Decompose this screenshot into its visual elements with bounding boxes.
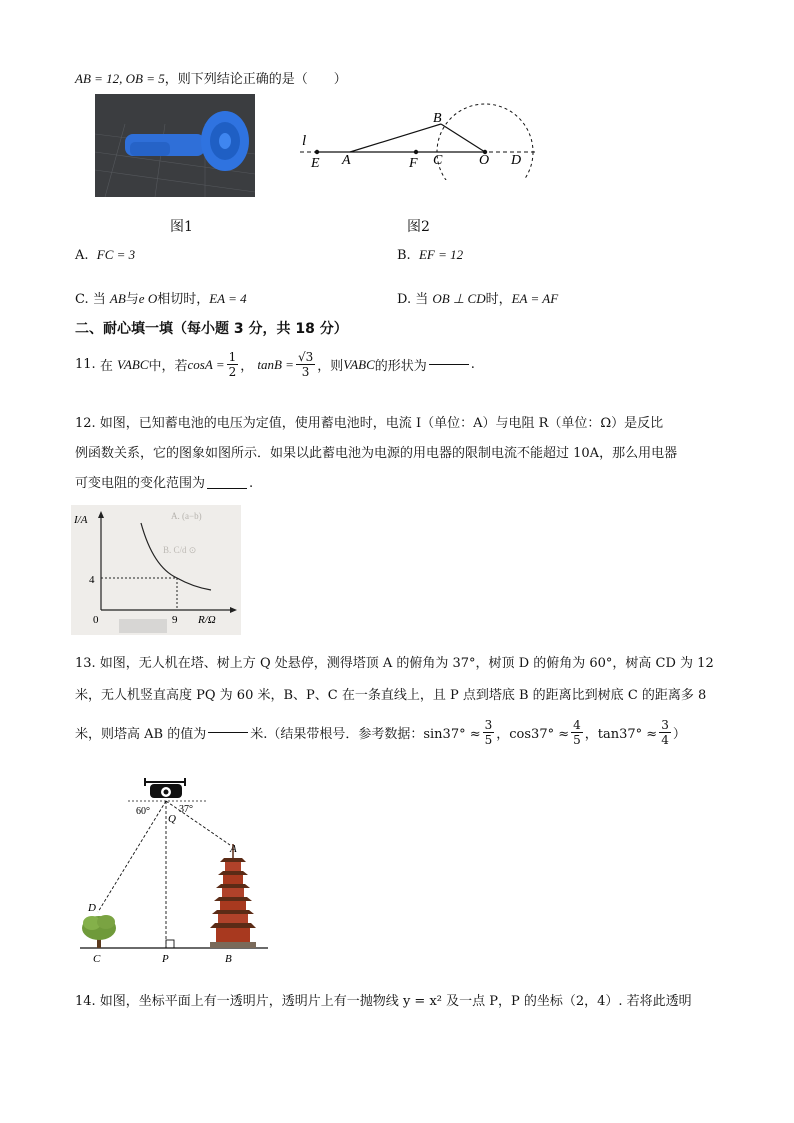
q11-cos: cosA = bbox=[187, 356, 225, 372]
q13-answer-blank[interactable] bbox=[208, 732, 248, 733]
label-B: B bbox=[433, 111, 442, 126]
q13-line3-ref: 米.（结果带根号．参考数据：sin37° ≈ bbox=[250, 727, 481, 742]
option-C-mid2: 相切时， bbox=[157, 292, 210, 307]
q13-label-P: P bbox=[162, 953, 169, 965]
q13-tan-fraction: $\frac{3}{4}$ bbox=[661, 718, 669, 747]
q12-xlabel: R/Ω bbox=[198, 614, 216, 626]
q11-tan-fraction: $\frac{√3}{3}$ bbox=[297, 350, 314, 379]
option-B-letter: B. bbox=[397, 248, 411, 263]
figure1-image bbox=[95, 94, 255, 197]
q12-bg-text2: B. C/d ⊙ bbox=[163, 545, 197, 555]
q11-triangle2: VABC bbox=[343, 356, 375, 372]
option-C-math1: AB bbox=[109, 291, 126, 306]
q12-ylabel: I/A bbox=[74, 514, 88, 526]
label-F: F bbox=[409, 156, 418, 171]
q11-tan: tanB = bbox=[257, 356, 294, 372]
option-C-letter: C. 当 bbox=[75, 292, 106, 307]
point-F bbox=[414, 150, 418, 154]
option-D-mid: 时， bbox=[485, 292, 512, 307]
option-D-math2: EA = AF bbox=[511, 291, 559, 306]
segment-BO bbox=[441, 124, 485, 152]
option-A-letter: A. bbox=[75, 248, 89, 263]
q12-answer-blank[interactable] bbox=[207, 488, 247, 489]
question-11: 11. 在 VABC 中，若 cosA = $\frac{1}{2}$ ， tanB = $\frac{√3}{3}$ ，则 VABC 的形状为 . bbox=[75, 350, 475, 379]
option-C[interactable] bbox=[75, 288, 247, 307]
label-A: A bbox=[342, 153, 351, 168]
q12-line2: 例函数关系，它的图象如图所示．如果以此蓄电池为电源的用电器的限制电流不能超过 10A，那么用电器 bbox=[75, 446, 678, 461]
label-D: D bbox=[511, 153, 522, 168]
option-B-math: EF = 12 bbox=[418, 247, 464, 262]
option-C-math3: EA = 4 bbox=[209, 291, 247, 306]
q13-line1: 13. 如图，无人机在塔、树上方 Q 处悬停，测得塔顶 A 的俯角为 37°，树顶 D 的俯角为 60°，树高 CD 为 12 bbox=[75, 656, 714, 671]
q12-line3 bbox=[75, 472, 253, 491]
q13-cos-label: ，cos37° ≈ bbox=[496, 727, 570, 742]
label-C: C bbox=[433, 153, 443, 168]
tree-icon bbox=[82, 915, 116, 948]
q13-close: ） bbox=[672, 727, 686, 742]
q14-text: 14. 如图，坐标平面上有一透明片，透明片上有一抛物线 y = x² 及一点 P，P 的坐标（2，4）. 若将此透明 bbox=[75, 994, 692, 1009]
q13-label-Q: Q bbox=[168, 813, 176, 825]
q11-text4: 的形状为 bbox=[374, 359, 427, 374]
q12-line1: 12. 如图，已知蓄电池的电压为定值，使用蓄电池时，电流 I（单位：A）与电阻 R（单位：Ω）是反比 bbox=[75, 416, 664, 431]
pagoda-icon bbox=[210, 844, 256, 948]
option-D[interactable] bbox=[397, 288, 558, 307]
intro-math: AB = 12, OB = 5 bbox=[75, 71, 165, 86]
q11-answer-blank[interactable] bbox=[429, 364, 469, 365]
intro-text: ，则下列结论正确的是（ ） bbox=[164, 72, 347, 87]
q13-sight-D bbox=[98, 801, 166, 912]
option-D-letter: D. 当 bbox=[397, 292, 429, 307]
q11-triangle: VABC bbox=[116, 356, 149, 372]
q13-cos-fraction: $\frac{4}{5}$ bbox=[573, 718, 581, 747]
q13-label-B: B bbox=[225, 953, 232, 965]
q12-bg-text1: A. (a−b) bbox=[171, 511, 202, 521]
q12-line3-end: . bbox=[249, 476, 254, 491]
q11-cos-fraction: $\frac{1}{2}$ bbox=[228, 350, 237, 379]
q11-number: 11. bbox=[75, 357, 96, 372]
q13-sin-fraction: $\frac{3}{5}$ bbox=[484, 718, 493, 747]
q13-label-D: D bbox=[88, 902, 96, 914]
label-l: l bbox=[302, 133, 307, 149]
option-B[interactable] bbox=[397, 247, 463, 263]
figure2-diagram bbox=[295, 100, 540, 180]
q13-line3 bbox=[75, 718, 686, 747]
q12-line3-text: 可变电阻的变化范围为 bbox=[75, 476, 206, 491]
q13-label-C: C bbox=[93, 953, 101, 965]
option-C-mid: 与 bbox=[125, 292, 139, 307]
q12-xtick: 9 bbox=[172, 614, 178, 626]
q13-angle37: 37° bbox=[179, 804, 193, 815]
q13-right-angle bbox=[166, 940, 174, 948]
segment-AB bbox=[350, 124, 441, 152]
q13-line2: 米，无人机竖直高度 PQ 为 60 米，B、P、C 在一条直线上，且 P 点到塔底 B 的距离比到树底 C 的距离多 8 bbox=[75, 688, 707, 703]
label-O: O bbox=[479, 153, 490, 168]
option-A-math: FC = 3 bbox=[96, 247, 136, 262]
q11-end: . bbox=[470, 357, 475, 372]
figure1-caption: 图1 bbox=[170, 219, 193, 235]
figure1-render bbox=[95, 94, 255, 197]
intro-line bbox=[75, 68, 347, 87]
q11-text1: 在 bbox=[99, 359, 113, 374]
q12-graph bbox=[71, 505, 241, 635]
q12-ytick: 4 bbox=[89, 574, 95, 586]
q12-origin: 0 bbox=[93, 614, 99, 626]
option-D-math1: OB ⊥ CD bbox=[432, 291, 486, 306]
label-E: E bbox=[311, 156, 320, 171]
drone-icon bbox=[145, 778, 185, 798]
q13-label-A: A bbox=[230, 843, 237, 855]
q13-angle60: 60° bbox=[136, 806, 150, 817]
q13-figure bbox=[70, 770, 275, 970]
section-title: 二、耐心填一填（每小题 3 分，共 18 分） bbox=[75, 321, 348, 337]
q13-tan-label: ，tan37° ≈ bbox=[584, 727, 658, 742]
option-C-math2: e O bbox=[138, 291, 158, 306]
figure2-caption: 图2 bbox=[407, 219, 430, 235]
point-E bbox=[315, 150, 319, 154]
q13-line3-text: 米，则塔高 AB 的值为 bbox=[75, 727, 207, 742]
option-A[interactable] bbox=[75, 247, 135, 263]
q11-text2: 中，若 bbox=[148, 359, 188, 374]
circle-O bbox=[437, 104, 533, 180]
q12-graph-photo bbox=[71, 505, 241, 635]
q11-text3: ，则 bbox=[317, 359, 344, 374]
